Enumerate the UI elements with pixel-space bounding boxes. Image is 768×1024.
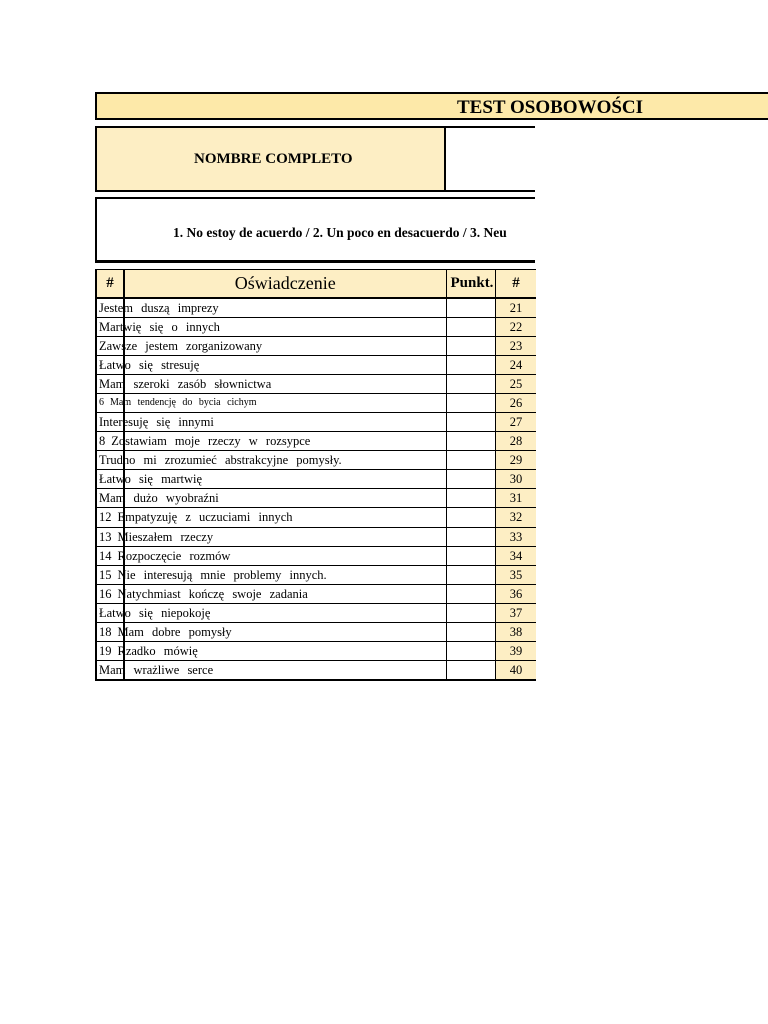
table-row xyxy=(96,412,536,431)
statement-text xyxy=(99,470,202,488)
table-row xyxy=(96,393,536,412)
table-row xyxy=(96,336,536,355)
table-row xyxy=(96,623,536,642)
row-number-right: 23 xyxy=(495,336,536,355)
statement-label: Łatwo się stresuję xyxy=(99,357,200,372)
statement-text xyxy=(99,318,220,336)
row-number-right: 34 xyxy=(495,546,536,565)
row-cell-number xyxy=(96,623,232,642)
row-number: 14 xyxy=(99,548,112,563)
row-number-right: 25 xyxy=(495,374,536,393)
statement-label: Mieszałem rzeczy xyxy=(117,529,214,544)
points-input-cell[interactable] xyxy=(446,317,495,336)
page-title: TEST OSOBOWOŚCI xyxy=(457,97,644,118)
statement-label: Trudno mi zrozumieć abstrakcyjne pomysły. xyxy=(99,453,342,468)
statement-text xyxy=(99,547,230,565)
row-cell-number xyxy=(96,546,231,565)
name-label: NOMBRE COMPLETO xyxy=(194,151,353,167)
row-cell-number xyxy=(96,603,211,622)
row-number-right: 29 xyxy=(495,451,536,470)
questions-table-wrap xyxy=(95,269,536,681)
row-cell-number xyxy=(96,432,311,451)
statement-text xyxy=(99,375,271,393)
row-number: 18 xyxy=(99,625,112,639)
row-number-right: 21 xyxy=(495,298,536,318)
points-input-cell[interactable] xyxy=(446,584,495,603)
points-input-cell[interactable] xyxy=(446,603,495,622)
points-input-cell[interactable] xyxy=(446,661,495,681)
points-input-cell[interactable] xyxy=(446,432,495,451)
row-number-right: 40 xyxy=(495,661,536,681)
statement-label: Rozpoczęcie rozmów xyxy=(117,548,231,563)
points-input-cell[interactable] xyxy=(446,508,495,527)
points-input-cell[interactable] xyxy=(446,355,495,374)
statement-label: Mam dobre pomysły xyxy=(117,625,232,639)
row-number-right: 35 xyxy=(495,565,536,584)
statement-text xyxy=(99,337,262,355)
row-number-right: 37 xyxy=(495,603,536,622)
title-bar xyxy=(95,92,768,120)
table-row xyxy=(96,432,536,451)
table-row xyxy=(96,584,536,603)
table-header-row xyxy=(96,270,536,298)
row-number-right: 39 xyxy=(495,642,536,661)
table-row xyxy=(96,527,536,546)
statement-label: Empatyzuję z uczuciami innych xyxy=(117,510,293,525)
row-number-right: 22 xyxy=(495,317,536,336)
points-input-cell[interactable] xyxy=(446,374,495,393)
row-number: 8 xyxy=(99,434,106,449)
statement-text xyxy=(99,451,342,469)
row-cell-number xyxy=(96,412,214,431)
row-cell-number xyxy=(96,661,214,681)
points-input-cell[interactable] xyxy=(446,527,495,546)
statement-text xyxy=(99,604,210,622)
header-num: # xyxy=(96,270,124,298)
statement-text xyxy=(99,394,257,412)
row-cell-number xyxy=(96,451,342,470)
statement-text xyxy=(99,413,214,431)
points-input-cell[interactable] xyxy=(446,336,495,355)
statement-label: Martwię się o innych xyxy=(99,319,220,334)
row-cell-number xyxy=(96,489,219,508)
statement-label: Nie interesują mnie problemy innych. xyxy=(117,567,327,582)
points-input-cell[interactable] xyxy=(446,546,495,565)
statement-text xyxy=(99,432,310,450)
row-number-right: 30 xyxy=(495,470,536,489)
statement-label: Mam szeroki zasób słownictwa xyxy=(99,376,272,391)
statement-text xyxy=(99,642,198,660)
table-row xyxy=(96,298,536,318)
statement-text xyxy=(99,585,308,603)
table-row xyxy=(96,508,536,527)
row-number: 12 xyxy=(99,510,112,525)
points-input-cell[interactable] xyxy=(446,489,495,508)
statement-label: Rzadko mówię xyxy=(117,644,198,659)
points-input-cell[interactable] xyxy=(446,470,495,489)
row-number-right: 31 xyxy=(495,489,536,508)
points-input-cell[interactable] xyxy=(446,412,495,431)
table-row xyxy=(96,489,536,508)
row-number-right: 32 xyxy=(495,508,536,527)
statement-label: Mam wrażliwe serce xyxy=(99,663,214,678)
table-row xyxy=(96,470,536,489)
row-number: 15 xyxy=(99,567,112,582)
points-input-cell[interactable] xyxy=(446,451,495,470)
statement-text xyxy=(99,661,213,679)
questions-table xyxy=(95,269,536,681)
name-label-cell xyxy=(97,128,446,190)
row-number-right: 36 xyxy=(495,584,536,603)
table-row xyxy=(96,317,536,336)
row-number: 13 xyxy=(99,529,112,544)
table-row xyxy=(96,374,536,393)
statement-label: Łatwo się niepokoję xyxy=(99,605,211,620)
table-row xyxy=(96,355,536,374)
row-number: 16 xyxy=(99,586,112,601)
row-number-right: 38 xyxy=(495,623,536,642)
statement-label: Mam dużo wyobraźni xyxy=(99,491,219,506)
statement-label: Jestem duszą imprezy xyxy=(99,300,219,315)
statement-text xyxy=(99,356,199,374)
statement-text xyxy=(99,508,293,526)
table-row xyxy=(96,565,536,584)
points-input-cell[interactable] xyxy=(446,565,495,584)
table-row xyxy=(96,661,536,681)
row-cell-number xyxy=(96,317,220,336)
table-row xyxy=(96,642,536,661)
row-cell-number xyxy=(96,374,272,393)
table-body xyxy=(96,298,536,681)
row-cell-number xyxy=(96,508,293,527)
points-input-cell[interactable] xyxy=(446,298,495,318)
row-number: 19 xyxy=(99,644,112,659)
statement-text xyxy=(99,528,213,546)
row-cell-number xyxy=(96,336,263,355)
header-points: Punkt. xyxy=(446,270,495,298)
name-section xyxy=(95,126,535,192)
row-cell-number xyxy=(96,298,219,318)
row-number-right: 26 xyxy=(495,393,536,412)
statement-text xyxy=(99,566,327,584)
row-cell-number xyxy=(96,470,203,489)
table-row xyxy=(96,451,536,470)
statement-label: Zawsze jestem zorganizowany xyxy=(99,338,263,353)
statement-label: Zostawiam moje rzeczy w rozsypce xyxy=(111,434,311,449)
row-cell-number xyxy=(96,527,214,546)
row-number: 6 xyxy=(99,396,104,408)
table-row xyxy=(96,546,536,565)
table-row xyxy=(96,603,536,622)
row-number-right: 28 xyxy=(495,432,536,451)
header-statement: Oświadczenie xyxy=(124,270,446,298)
row-cell-number xyxy=(96,355,200,374)
points-input-cell[interactable] xyxy=(446,393,495,412)
statement-label: Łatwo się martwię xyxy=(99,472,203,487)
row-number-right: 27 xyxy=(495,412,536,431)
statement-label: Natychmiast kończę swoje zadania xyxy=(117,586,308,601)
statement-label: Mam tendencję do bycia cichym xyxy=(110,396,257,408)
statement-text xyxy=(99,489,219,507)
row-cell-number xyxy=(96,393,257,412)
row-number-right: 33 xyxy=(495,527,536,546)
scale-text: 1. No estoy de acuerdo / 2. Un poco en desacuerdo / 3. Neu xyxy=(173,225,507,240)
scale-instructions xyxy=(95,197,535,263)
row-cell-number xyxy=(96,642,198,661)
row-number-right: 24 xyxy=(495,355,536,374)
points-input-cell[interactable] xyxy=(446,623,495,642)
row-cell-number xyxy=(96,584,308,603)
statement-text xyxy=(99,623,232,641)
header-num2: # xyxy=(495,270,536,298)
points-input-cell[interactable] xyxy=(446,642,495,661)
statement-label: Interesuję się innymi xyxy=(99,414,214,429)
row-cell-number xyxy=(96,565,327,584)
statement-text xyxy=(99,299,219,317)
